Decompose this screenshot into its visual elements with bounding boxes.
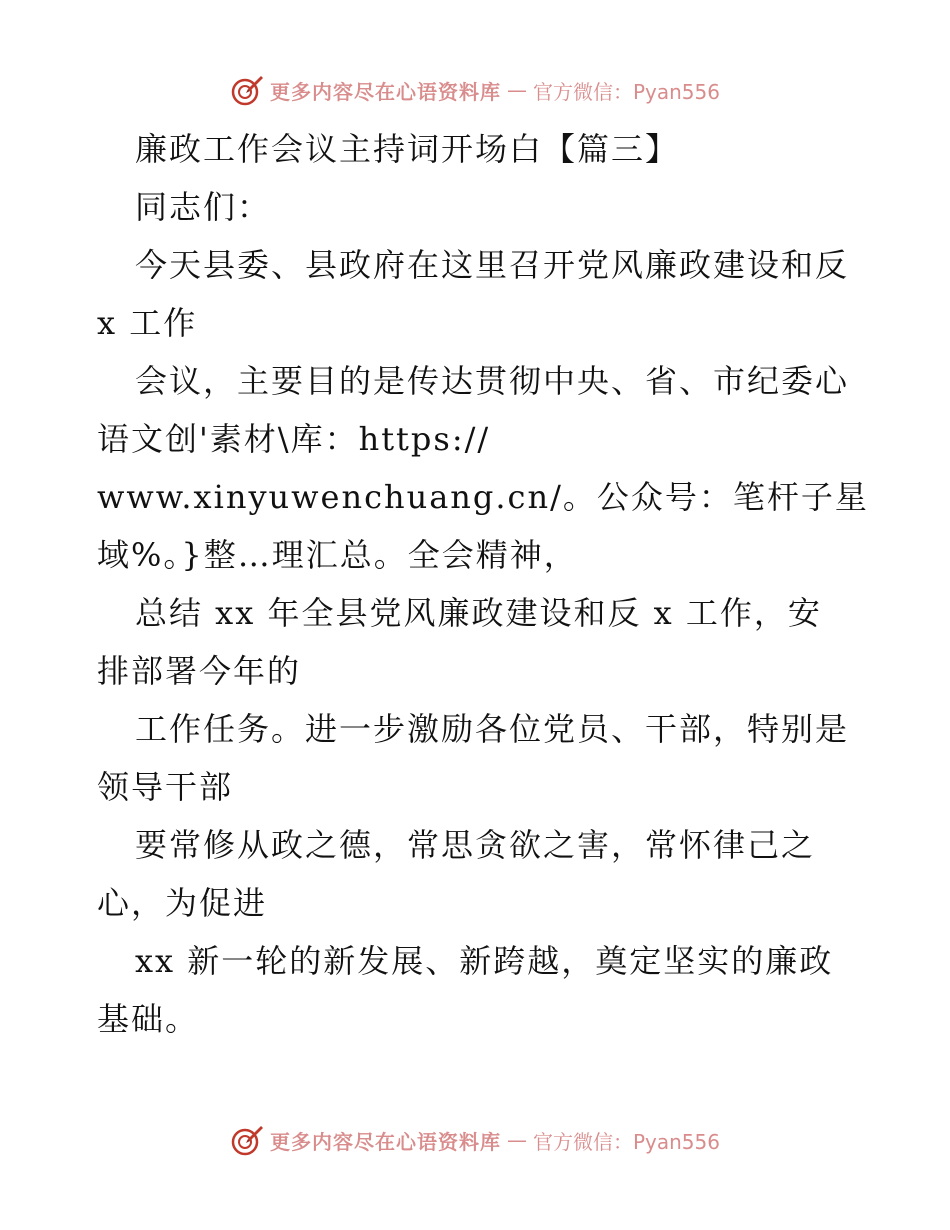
document-body <box>97 120 867 1048</box>
footer-banner-separator: — <box>506 1128 527 1152</box>
header-banner-text: 更多内容尽在心语资料库 <box>269 79 501 104</box>
document-line: 排部署今年的 <box>97 652 302 690</box>
document-line: 会议，主要目的是传达贯彻中央、省、市纪委心 <box>135 362 850 400</box>
document-line: 工作任务。进一步激励各位党员、干部，特别是 <box>135 710 850 748</box>
document-line: www.xinyuwenchuang.cn/。公众号：笔杆子星 <box>97 478 869 516</box>
header-banner-separator: — <box>506 78 527 102</box>
header-watermark-banner <box>0 70 950 110</box>
document-line: x 工作 <box>97 304 198 342</box>
document-line: 领导干部 <box>97 768 234 806</box>
document-line: 同志们： <box>135 188 272 226</box>
document-line: 廉政工作会议主持词开场白【篇三】 <box>135 130 680 168</box>
footer-banner-handle: 官方微信：Pyan556 <box>532 1129 720 1154</box>
document-line: 要常修从政之德，常思贪欲之害，常怀律己之 <box>135 826 816 864</box>
document-line: 域%。}整…理汇总。全会精神， <box>97 536 578 574</box>
document-line: 总结 xx 年全县党风廉政建设和反 x 工作，安 <box>135 594 822 632</box>
document-line: xx 新一轮的新发展、新跨越，奠定坚实的廉政 <box>135 942 834 980</box>
document-line: 语文创'素材\库：https:// <box>97 420 491 458</box>
pen-logo-icon <box>230 1123 264 1157</box>
document-line: 心，为促进 <box>97 884 268 922</box>
pen-logo-icon <box>230 73 264 107</box>
document-line: 基础。 <box>97 1000 200 1038</box>
footer-watermark-banner <box>0 1120 950 1160</box>
header-banner-handle: 官方微信：Pyan556 <box>532 79 720 104</box>
document-line: 今天县委、县政府在这里召开党风廉政建设和反 <box>135 246 850 284</box>
footer-banner-text: 更多内容尽在心语资料库 <box>269 1129 501 1154</box>
